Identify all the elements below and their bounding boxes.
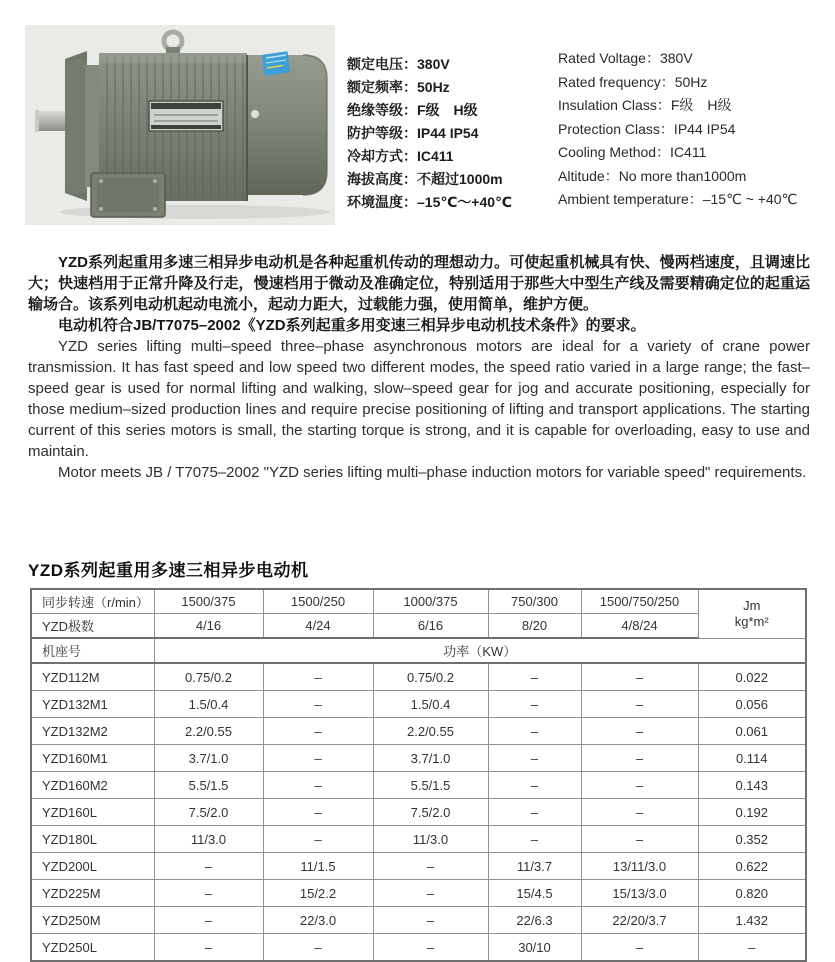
cell-power: 5.5/1.5 xyxy=(154,772,263,799)
table-row xyxy=(31,853,806,880)
table-row xyxy=(31,934,806,962)
cell-power: 2.2/0.55 xyxy=(373,718,488,745)
header-poles-value: 8/20 xyxy=(488,614,581,639)
cell-power: – xyxy=(581,772,698,799)
spec-line-en: Ambient temperature：–15℃ ~ +40℃ xyxy=(558,191,798,207)
cell-model: YZD132M2 xyxy=(31,718,154,745)
cell-power: – xyxy=(373,907,488,934)
cell-model: YZD225M xyxy=(31,880,154,907)
cell-power: 15/2.2 xyxy=(263,880,373,907)
header-poles-value: 4/16 xyxy=(154,614,263,639)
cell-power: – xyxy=(263,691,373,718)
cell-jm: 0.352 xyxy=(698,826,806,853)
cell-power: 22/3.0 xyxy=(263,907,373,934)
specs-list-zh xyxy=(335,25,552,225)
terminal-box xyxy=(91,173,165,217)
cell-model: YZD250L xyxy=(31,934,154,962)
cell-power: – xyxy=(581,826,698,853)
header-sync-speed-value: 750/300 xyxy=(488,589,581,614)
header-sync-speed-value: 1000/375 xyxy=(373,589,488,614)
header-poles-value: 6/16 xyxy=(373,614,488,639)
table-row xyxy=(31,745,806,772)
cell-jm: – xyxy=(698,934,806,962)
cell-jm: 0.192 xyxy=(698,799,806,826)
nameplate xyxy=(149,101,223,131)
cell-power: 2.2/0.55 xyxy=(154,718,263,745)
cell-power: – xyxy=(263,772,373,799)
spec-line-en: Cooling Method：IC411 xyxy=(558,144,707,160)
motor-photo xyxy=(25,25,335,225)
cell-power: – xyxy=(488,691,581,718)
cell-power: – xyxy=(488,826,581,853)
cell-power: 7.5/2.0 xyxy=(373,799,488,826)
cell-power: 15/13/3.0 xyxy=(581,880,698,907)
cell-model: YZD160M2 xyxy=(31,772,154,799)
cell-power: 1.5/0.4 xyxy=(373,691,488,718)
cell-power: 11/3.0 xyxy=(373,826,488,853)
intro-section xyxy=(28,252,810,483)
table-row xyxy=(31,907,806,934)
table-row xyxy=(31,638,806,663)
header-poles-value: 4/8/24 xyxy=(581,614,698,639)
spec-table-wrap xyxy=(30,588,807,962)
cell-model: YZD200L xyxy=(31,853,154,880)
cell-power: – xyxy=(488,718,581,745)
header-poles-value: 4/24 xyxy=(263,614,373,639)
cell-power: – xyxy=(581,799,698,826)
cell-jm: 0.114 xyxy=(698,745,806,772)
header-power-label: 功率（KW） xyxy=(154,638,806,663)
cell-power: – xyxy=(488,799,581,826)
header-jm xyxy=(698,589,806,638)
spec-line-en: Rated Voltage：380V xyxy=(558,50,693,66)
cell-model: YZD132M1 xyxy=(31,691,154,718)
spec-line-en: Rated frequency：50Hz xyxy=(558,73,708,90)
motor-illustration xyxy=(25,25,335,225)
cell-power: 11/3.7 xyxy=(488,853,581,880)
cell-power: 3.7/1.0 xyxy=(373,745,488,772)
jm-text: kg*m² xyxy=(734,613,769,629)
cell-power: – xyxy=(154,853,263,880)
cell-jm: 0.061 xyxy=(698,718,806,745)
cell-power: – xyxy=(154,907,263,934)
cell-power: – xyxy=(581,663,698,691)
header-frame-label: 机座号 xyxy=(31,638,154,663)
spec-table xyxy=(30,588,807,962)
cell-power: – xyxy=(488,663,581,691)
spec-line-zh: 额定电压：380V xyxy=(347,56,450,72)
cell-power: – xyxy=(373,853,488,880)
brand-sticker xyxy=(262,51,291,75)
spec-line-en: Insulation Class：F级 H级 xyxy=(558,97,732,113)
cell-power: 1.5/0.4 xyxy=(154,691,263,718)
cell-power: – xyxy=(263,718,373,745)
spec-line-zh: 额定频率：50Hz xyxy=(347,79,450,95)
table-row xyxy=(31,772,806,799)
header-sync-speed-value: 1500/250 xyxy=(263,589,373,614)
cell-jm: 1.432 xyxy=(698,907,806,934)
cover-screw xyxy=(251,110,260,119)
cell-power: 13/11/3.0 xyxy=(581,853,698,880)
cell-power: 0.75/0.2 xyxy=(373,663,488,691)
header-poles-label: YZD极数 xyxy=(31,614,154,639)
header-sync-speed-value: 1500/375 xyxy=(154,589,263,614)
cell-model: YZD250M xyxy=(31,907,154,934)
table-row xyxy=(31,663,806,691)
cell-power: 30/10 xyxy=(488,934,581,962)
cell-model: YZD112M xyxy=(31,663,154,691)
cell-model: YZD180L xyxy=(31,826,154,853)
table-row xyxy=(31,799,806,826)
intro-en-paragraph-2: Motor meets JB / T7075–2002 "YZD series lifting multi–phase induction motors for variable speed" requirements. xyxy=(58,464,807,481)
spec-line-zh: 海拔高度：不超过1000m xyxy=(347,171,503,187)
specs-list-en xyxy=(552,25,825,225)
spec-line-zh: 环境温度：–15℃～+40℃ xyxy=(347,194,513,210)
cell-power: 7.5/2.0 xyxy=(154,799,263,826)
cell-power: – xyxy=(581,934,698,962)
cell-power: 22/6.3 xyxy=(488,907,581,934)
cell-power: – xyxy=(581,745,698,772)
header-sync-speed-label: 同步转速（r/min） xyxy=(31,589,154,614)
cell-power: 22/20/3.7 xyxy=(581,907,698,934)
cell-power: – xyxy=(581,718,698,745)
cell-model: YZD160L xyxy=(31,799,154,826)
cell-power: – xyxy=(263,934,373,962)
cell-power: – xyxy=(263,826,373,853)
spec-line-en: Altitude：No more than1000m xyxy=(558,167,747,184)
cell-power: – xyxy=(488,745,581,772)
spec-line-zh: 绝缘等级：F级 H级 xyxy=(347,102,478,118)
cell-power: 0.75/0.2 xyxy=(154,663,263,691)
cell-jm: 0.143 xyxy=(698,772,806,799)
header-section xyxy=(25,25,825,225)
table-row xyxy=(31,718,806,745)
cell-jm: 0.622 xyxy=(698,853,806,880)
cell-power: – xyxy=(263,745,373,772)
cell-power: – xyxy=(263,663,373,691)
table-row xyxy=(31,614,806,639)
cell-power: – xyxy=(488,772,581,799)
cell-power: 5.5/1.5 xyxy=(373,772,488,799)
intro-zh-paragraph-2: 电动机符合JB/T7075–2002《YZD系列起重多用变速三相异步电动机技术条件》的要求。 xyxy=(58,317,646,334)
cell-jm: 0.022 xyxy=(698,663,806,691)
cell-power: – xyxy=(373,880,488,907)
jm-text: Jm xyxy=(743,597,761,613)
table-row xyxy=(31,589,806,614)
cell-power: – xyxy=(373,934,488,962)
table-row xyxy=(31,691,806,718)
cell-power: – xyxy=(263,799,373,826)
table-title: YZD系列起重用多速三相异步电动机 xyxy=(28,561,309,580)
cell-power: – xyxy=(154,934,263,962)
cell-jm: 0.056 xyxy=(698,691,806,718)
table-row xyxy=(31,880,806,907)
table-row xyxy=(31,826,806,853)
spec-line-en: Protection Class：IP44 IP54 xyxy=(558,120,736,137)
cell-power: 15/4.5 xyxy=(488,880,581,907)
intro-zh-paragraph-1: YZD系列起重用多速三相异步电动机是各种起重机传动的理想动力。可使起重机械具有快、慢两档速度，且调速比大；快速档用于正常升降及行走，慢速档用于微动及准确定位，特别适用于那些大中型生产线及需要精确定位的起重运输场合。该系列电动机起动电流小，起动力距大，过载能力强，使用简单，维护方便。 xyxy=(28,254,810,313)
spec-line-zh: 冷却方式：IC411 xyxy=(347,148,454,164)
spec-line-zh: 防护等级：IP44 IP54 xyxy=(347,125,479,141)
cell-jm: 0.820 xyxy=(698,880,806,907)
header-sync-speed-value: 1500/750/250 xyxy=(581,589,698,614)
cell-power: 3.7/1.0 xyxy=(154,745,263,772)
cell-power: – xyxy=(581,691,698,718)
cell-power: 11/3.0 xyxy=(154,826,263,853)
cell-model: YZD160M1 xyxy=(31,745,154,772)
intro-en-paragraph-1: YZD series lifting multi–speed three–phase asynchronous motors are ideal for a variety of crane power transmission. It has fast speed and low speed two different modes, the speed ratio varied in a large range; the fast–speed gear is used for normal lifting and walking, slow–speed gear for jog and accurate positioning, especially for those medium–sized production lines and require precise positioning of lifting and transport applications. The starting current of this series motors is small, the starting torque is strong, and it is capable for overloading, easy to use and maintain. xyxy=(28,338,810,460)
cell-power: 11/1.5 xyxy=(263,853,373,880)
cell-power: – xyxy=(154,880,263,907)
